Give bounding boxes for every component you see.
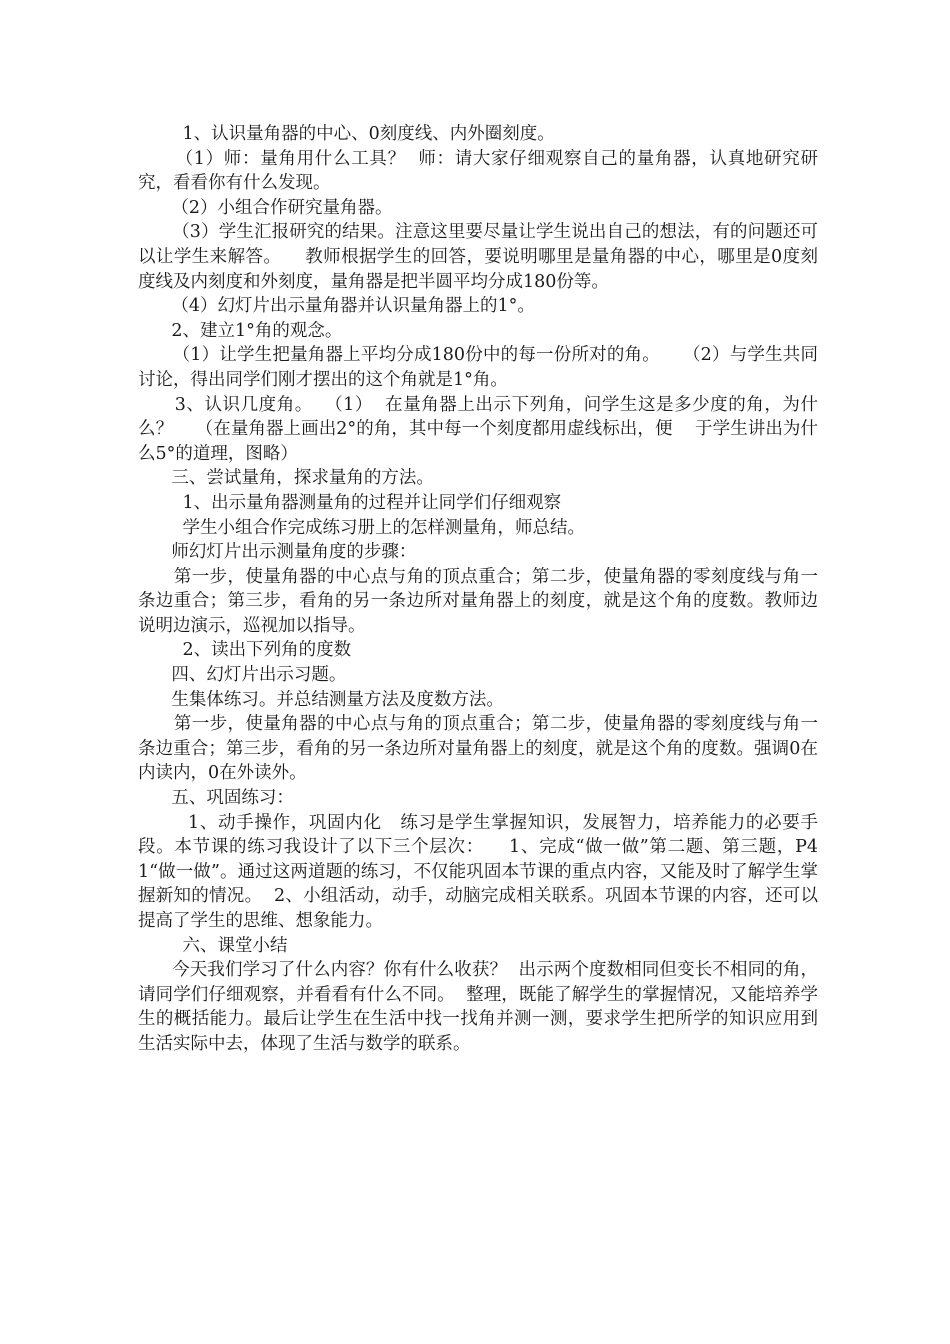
section-heading: 六、课堂小结 <box>138 935 288 956</box>
section-heading: 四、幻灯片出示习题。 <box>138 665 347 686</box>
paragraph: 3、认识几度角。 （1） 在量角器上出示下列角，问学生这是多少度的角，为什么？ （在量角器上画出2°的角，其中每一个刻度都用虚线标出，便 于学生讲出为什么5°的道理，图略） <box>138 394 818 464</box>
paragraph: （1）师：量角用什么工具？ 师：请大家仔细观察自己的量角器，认真地研究研究，看看你有什么发现。 <box>138 148 818 194</box>
section-heading: 五、巩固练习： <box>138 788 294 809</box>
paragraph: 今天我们学习了什么内容？你有什么收获？ 出示两个度数相同但变长不相同的角，请同学们仔细观察，并看看有什么不同。 整理，既能了解学生的掌握情况，又能培养学生的概括能力。最后让学生在生活中找一找角并测一测，要求学生把所学的知识应用到生活实际中去，体现了生活与数学的联系。 <box>138 960 818 1054</box>
paragraph: （4）幻灯片出示量角器并认识量角器上的1°。 <box>138 296 535 317</box>
paragraph: 2、读出下列角的度数 <box>138 640 352 661</box>
paragraph: （3）学生汇报研究的结果。注意这里要尽量让学生说出自己的想法，有的问题还可以让学生来解答。 教师根据学生的回答，要说明哪里是量角器的中心，哪里是0度刻度线及内刻度和外刻度，量角器是把半圆平均分成180份等。 <box>138 222 818 292</box>
paragraph: 1、认识量角器的中心、0刻度线、内外圈刻度。 <box>138 124 555 144</box>
section-heading: 三、尝试量角，探求量角的方法。 <box>138 468 434 489</box>
paragraph: （2）小组合作研究量角器。 <box>138 197 393 218</box>
document-body <box>138 122 818 1057</box>
paragraph: 2、建立1°角的观念。 <box>138 320 343 341</box>
paragraph: 第一步，使量角器的中心点与角的顶点重合；第二步，使量角器的零刻度线与角一条边重合；第三步，看角的另一条边所对量角器上的刻度，就是这个角的度数。教师边说明边演示，巡视加以指导。 <box>138 566 818 636</box>
paragraph: （1）让学生把量角器上平均分成180份中的每一份所对的角。 （2）与学生共同讨论，得出同学们刚才摆出的这个角就是1°角。 <box>138 345 818 390</box>
paragraph: 学生小组合作完成练习册上的怎样测量角，师总结。 <box>138 517 586 538</box>
paragraph: 1、动手操作，巩固内化 练习是学生掌握知识，发展智力，培养能力的必要手段。本节课的练习我设计了以下三个层次： 1、完成“做一做”第二题、第三题，P41“做一做”。通过这两道题的练习，不仅能巩固本节课的重点内容，又能及时了解学生掌握新知的情况。 2、小组活动，动手，动脑完成相关联系。巩固本节课的内容，还可以提高了学生的思维、想象能力。 <box>138 812 818 931</box>
paragraph: 1、出示量角器测量角的过程并让同学们仔细观察 <box>138 492 562 513</box>
paragraph: 生集体练习。并总结测量方法及度数方法。 <box>138 689 504 710</box>
paragraph: 第一步，使量角器的中心点与角的顶点重合；第二步，使量角器的零刻度线与角一条边重合；第三步，看角的另一条边所对量角器上的刻度，就是这个角的度数。强调0在内读内，0在外读外。 <box>138 714 818 784</box>
paragraph: 师幻灯片出示测量角度的步骤： <box>138 542 417 563</box>
